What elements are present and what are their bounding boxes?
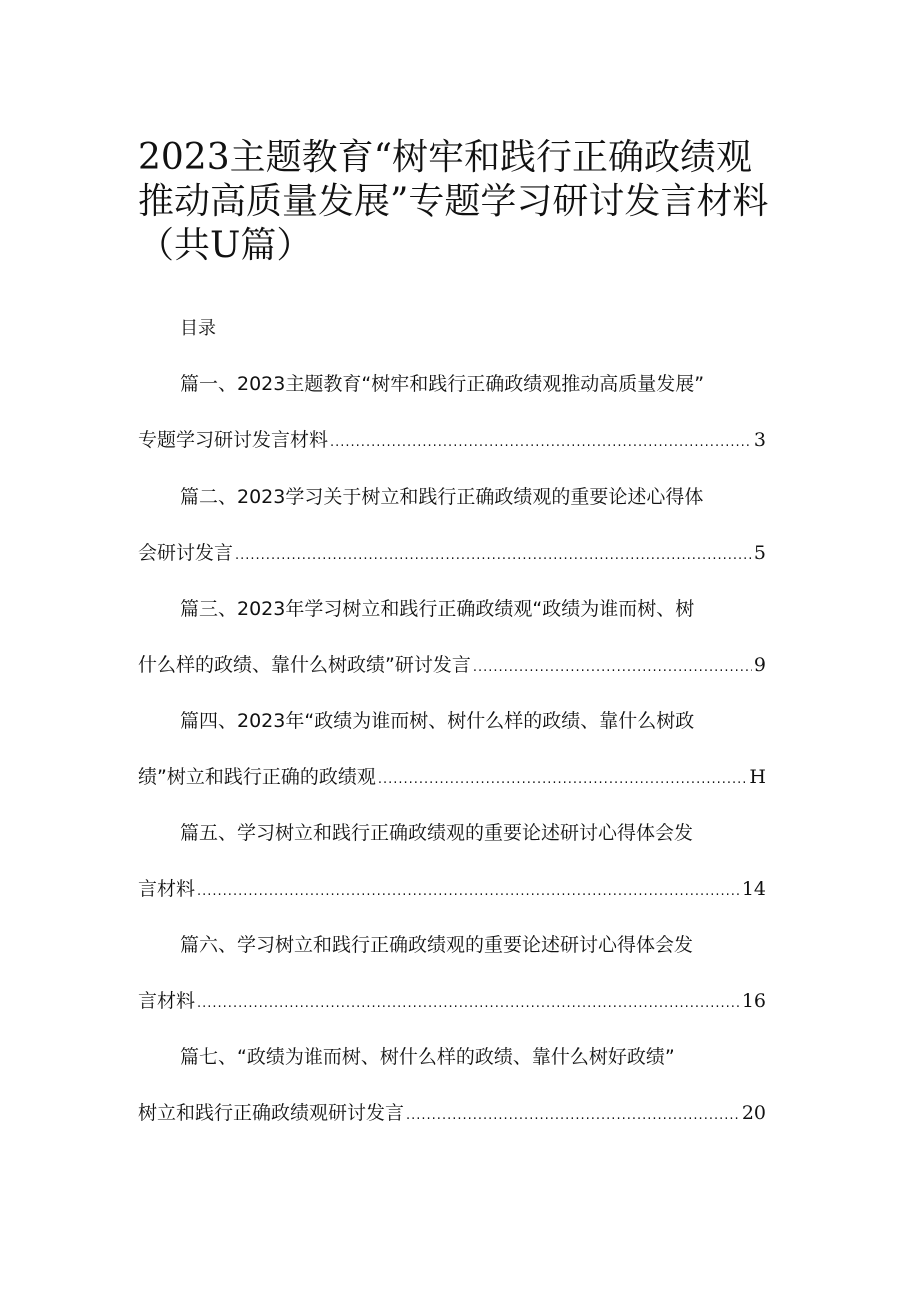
toc-page-number: 9 xyxy=(753,654,766,676)
toc-entry-title: 篇六、学习树立和践行正确政绩观的重要论述研讨心得体会发 xyxy=(180,934,694,956)
toc-page-number: 3 xyxy=(753,429,766,451)
dot-leader xyxy=(330,431,752,455)
dot-leader xyxy=(473,656,752,680)
toc-entry-title: 篇七、“政绩为谁而树、树什么样的政绩、靠什么树好政绩” xyxy=(180,1046,675,1068)
toc-entry-continuation xyxy=(138,989,766,1016)
toc-entry-title-end: 专题学习研讨发言材料 xyxy=(138,429,329,451)
toc-entry-continuation xyxy=(138,541,766,568)
toc-entry-title: 篇二、2023学习关于树立和践行正确政绩观的重要论述心得体 xyxy=(180,486,704,508)
toc-entry-continuation xyxy=(138,428,766,455)
document-title: 2023主题教育“树牢和践行正确政绩观推动高质量发展”专题学习研讨发言材料（共U篇） xyxy=(138,137,769,266)
dot-leader xyxy=(235,544,752,568)
toc-page-number: 14 xyxy=(741,878,766,900)
toc-entry-title-end: 言材料 xyxy=(138,990,196,1012)
toc-entry-continuation xyxy=(138,1101,766,1128)
toc-page-number: 20 xyxy=(741,1102,766,1124)
toc-entry-title-end: 什么样的政绩、靠什么树政绩”研讨发言 xyxy=(138,654,471,676)
toc-entry-title: 篇一、2023主题教育“树牢和践行正确政绩观推动高质量发展” xyxy=(180,373,705,395)
toc-entry-title-end: 会研讨发言 xyxy=(138,542,234,564)
dot-leader xyxy=(378,768,748,792)
toc-page-number: H xyxy=(749,766,766,788)
toc-entry-continuation xyxy=(138,877,766,904)
toc-entry-continuation xyxy=(138,765,766,792)
toc-page-number: 16 xyxy=(741,990,766,1012)
toc-entry-title: 篇四、2023年“政绩为谁而树、树什么样的政绩、靠什么树政 xyxy=(180,710,695,732)
toc-heading: 目录 xyxy=(180,318,216,339)
dot-leader xyxy=(197,992,740,1016)
toc-entry-title: 篇三、2023年学习树立和践行正确政绩观“政绩为谁而树、树 xyxy=(180,598,695,620)
toc-page-number: 5 xyxy=(753,542,766,564)
dot-leader xyxy=(406,1104,740,1128)
toc-entry-continuation xyxy=(138,653,766,680)
toc-entry-title: 篇五、学习树立和践行正确政绩观的重要论述研讨心得体会发 xyxy=(180,822,694,844)
dot-leader xyxy=(197,880,740,904)
toc-entry-title-end: 树立和践行正确政绩观研讨发言 xyxy=(138,1102,405,1124)
toc-entry-title-end: 绩”树立和践行正确的政绩观 xyxy=(138,766,376,788)
toc-entry-title-end: 言材料 xyxy=(138,878,196,900)
